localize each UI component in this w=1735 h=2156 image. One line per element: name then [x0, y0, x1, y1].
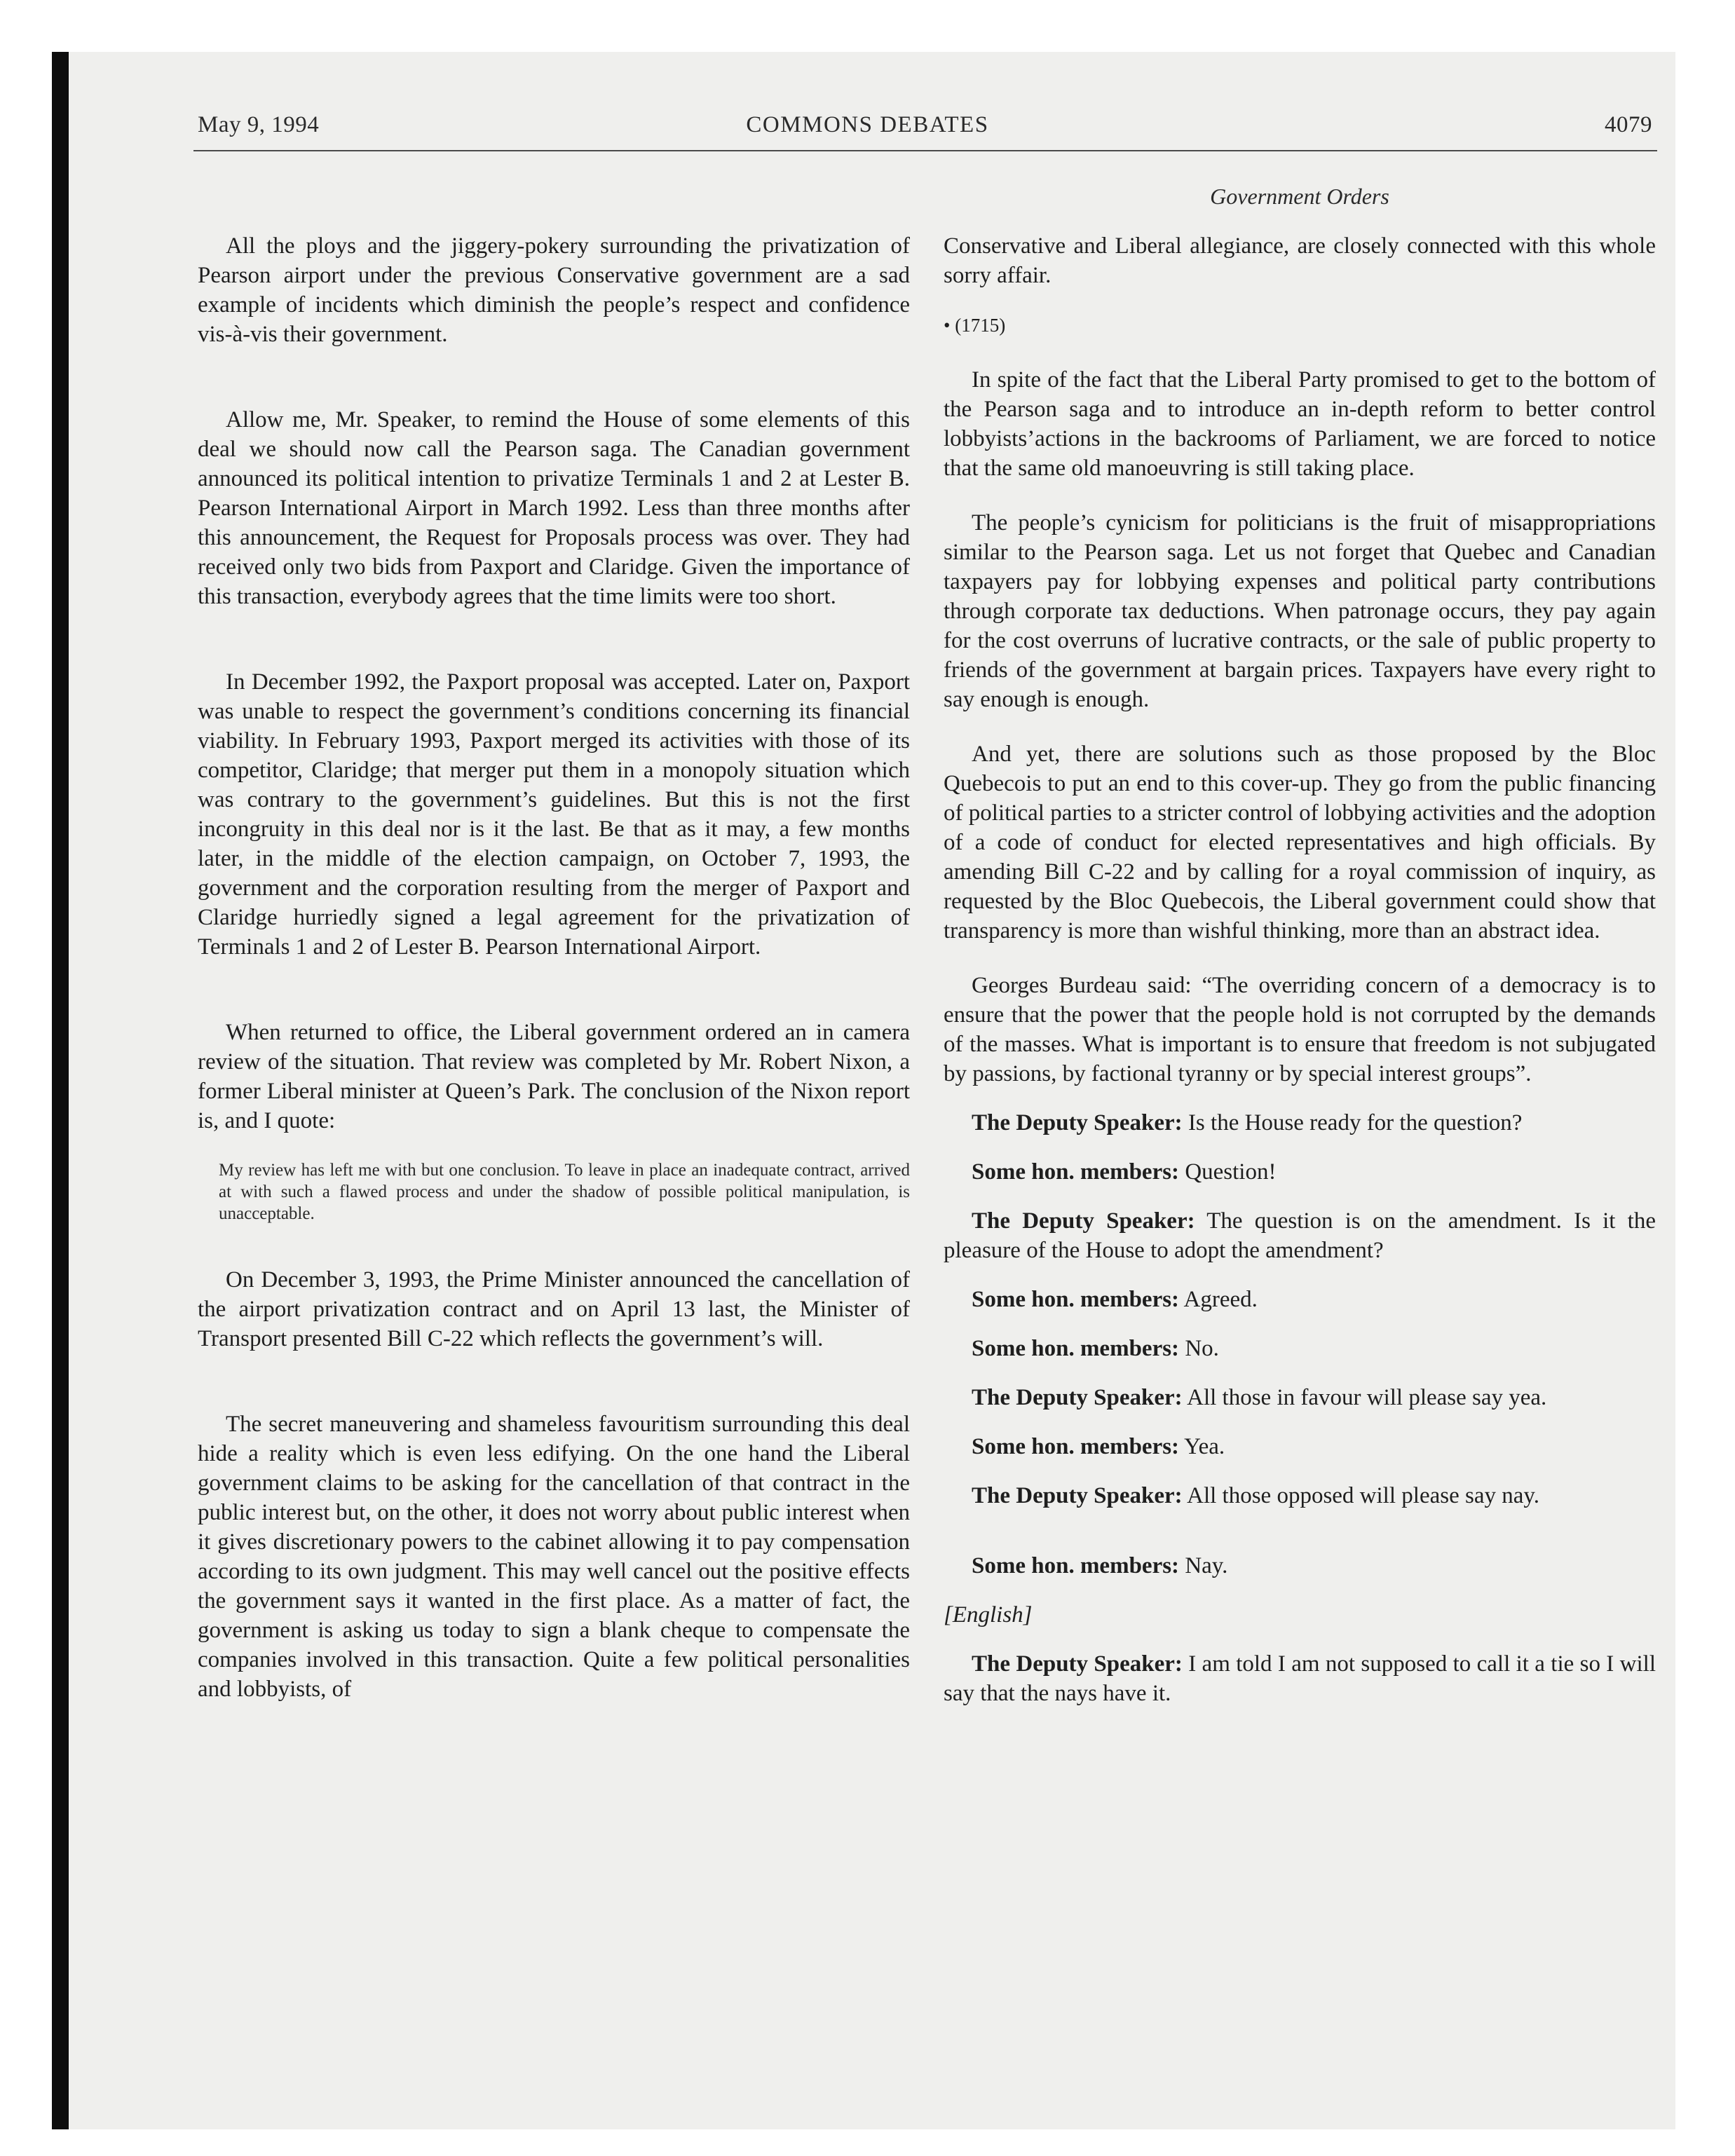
speaker-name: Some hon. members: — [972, 1159, 1180, 1185]
speech-line — [944, 1108, 1656, 1138]
paragraph: Georges Burdeau said: “The overriding concern of a democracy is to ensure that the power that the people hold is not corrupted by the demands of the masses. What is important is to ensure that freedom is not subjugated by passions, by factional tyranny or by special interest groups”. — [944, 973, 1656, 1086]
right-column — [944, 231, 1656, 1708]
speech-line — [944, 1383, 1656, 1412]
speech-text: Agreed. — [1179, 1287, 1258, 1312]
speaker-name: The Deputy Speaker: — [972, 1110, 1183, 1135]
language-marker — [944, 1600, 1656, 1630]
speech-text: Question! — [1179, 1159, 1277, 1185]
speech-text: All those in favour will please say yea. — [1182, 1385, 1547, 1410]
speech-text: The question is on the amendment. Is it the pleasure of the House to adopt the amendment? — [944, 1208, 1656, 1263]
speech-line — [944, 1481, 1656, 1510]
paragraph: In spite of the fact that the Liberal Party promised to get to the bottom of the Pearson saga and to introduce an in-depth reform to better control lobbyists’actions in the backrooms of Parliament, we are forced to notice that the same old manoeuvring is still taking place. — [944, 367, 1656, 481]
speech-text: All those opposed will please say nay. — [1182, 1483, 1539, 1508]
page-number: 4079 — [1605, 112, 1652, 137]
speaker-name: The Deputy Speaker: — [972, 1208, 1195, 1234]
speech-line — [944, 1285, 1656, 1314]
block-quote: My review has left me with but one conclusion. To leave in place an inadequate contract, arrived at with such a flawed process and under the shadow of possible political manipulation, is unacceptable. — [219, 1161, 910, 1223]
speaker-name: Some hon. members: — [972, 1336, 1180, 1361]
timestamp — [944, 310, 1656, 340]
paragraph: On December 3, 1993, the Prime Minister announced the cancellation of the airport privatization contract and on April 13 last, the Minister of Transport presented Bill C-22 which reflects the government’s will. — [198, 1267, 910, 1351]
paragraph: The secret maneuvering and shameless favouritism surrounding this deal hide a reality which is even less edifying. On the one hand the Liberal government claims to be asking for the cancellation of that contract in the public interest but, on the other, it does not worry about public interest when it gives discretionary powers to the cabinet allowing it to pay compensation according to its own judgment. This may well cancel out the positive effects the government says it wanted in the first place. As a matter of fact, the government is asking us today to sign a blank cheque to compensate the companies involved in this transaction. Quite a few political personalities and lobbyists, of — [198, 1412, 910, 1702]
speaker-name: The Deputy Speaker: — [972, 1483, 1183, 1508]
scan-border-left — [52, 52, 69, 2129]
paragraph: And yet, there are solutions such as those proposed by the Bloc Quebecois to put an end to this cover-up. They go from the public financing of political parties to a stricter control of lobbying activities and the adoption of a code of conduct for elected representatives and high officials. By amending Bill C-22 and by calling for a royal commission of inquiry, as requested by the Bloc Quebecois, the Liberal government could show that transparency is more than wishful thinking, more than an abstract idea. — [944, 742, 1656, 943]
speaker-name: Some hon. members: — [972, 1553, 1180, 1578]
paragraph: Conservative and Liberal allegiance, are closely connected with this whole sorry affair. — [944, 233, 1656, 288]
language-tag: [English] — [944, 1602, 1033, 1628]
speech-line — [944, 1334, 1656, 1363]
speaker-name: Some hon. members: — [972, 1434, 1180, 1459]
speaker-name: Some hon. members: — [972, 1287, 1180, 1312]
header-date: May 9, 1994 — [198, 112, 320, 137]
speech-text: Nay. — [1179, 1553, 1228, 1578]
header-rule — [193, 150, 1657, 151]
timestamp-text: • (1715) — [944, 315, 1006, 336]
speech-line — [944, 1157, 1656, 1187]
speech-line — [944, 1206, 1656, 1265]
speech-text: Yea. — [1179, 1434, 1225, 1459]
paragraph: The people’s cynicism for politicians is the fruit of misappropriations similar to the Pearson saga. Let us not forget that Quebec and Canadian taxpayers pay for lobbying expenses and political party contributions through corporate tax deductions. When patronage occurs, they pay again for the cost overruns of lucrative contracts, or the sale of public property to friends of the government at bargain prices. Taxpayers have every right to say enough is enough. — [944, 510, 1656, 712]
speaker-name: The Deputy Speaker: — [972, 1651, 1183, 1677]
speech-line — [944, 1551, 1656, 1581]
left-column — [198, 231, 910, 1704]
speech-line — [944, 1649, 1656, 1708]
paragraph: Allow me, Mr. Speaker, to remind the House of some elements of this deal we should now call the Pearson saga. The Canadian government announced its political intention to privatize Terminals 1 and 2 at Lester B. Pearson International Airport in March 1992. Less than three months after this announcement, the Request for Proposals process was over. They had received only two bids from Paxport and Claridge. Given the importance of this transaction, everybody agrees that the time limits were too short. — [198, 407, 910, 609]
header-title: COMMONS DEBATES — [746, 112, 989, 137]
paragraph: When returned to office, the Liberal government ordered an in camera review of the situation. That review was completed by Mr. Robert Nixon, a former Liberal minister at Queen’s Park. The conclusion of the Nixon report is, and I quote: — [198, 1020, 910, 1133]
scan-border-top — [0, 0, 1735, 52]
speaker-name: The Deputy Speaker: — [972, 1385, 1183, 1410]
paragraph: In December 1992, the Paxport proposal was accepted. Later on, Paxport was unable to respect the government’s conditions concerning its financial viability. In February 1993, Paxport merged its activities with those of its competitor, Claridge; that merger put them in a monopoly situation which was contrary to the government’s guidelines. But this is not the first incongruity in this deal nor is it the last. Be that as it may, a few months later, in the middle of the election campaign, on October 7, 1993, the government and the corporation resulting from the merger of Paxport and Claridge hurriedly signed a legal agreement for the privatization of Terminals 1 and 2 of Lester B. Pearson International Airport. — [198, 669, 910, 960]
speech-text: I am told I am not supposed to call it a tie so I will say that the nays have it. — [944, 1651, 1656, 1706]
section-label: Government Orders — [1210, 184, 1389, 209]
speech-text: Is the House ready for the question? — [1182, 1110, 1523, 1135]
speech-text: No. — [1179, 1336, 1219, 1361]
paragraph: All the ploys and the jiggery-pokery surrounding the privatization of Pearson airport under the previous Conservative government are a sad example of incidents which diminish the people’s respect and confidence vis-à-vis their government. — [198, 233, 910, 347]
speech-line — [944, 1432, 1656, 1461]
